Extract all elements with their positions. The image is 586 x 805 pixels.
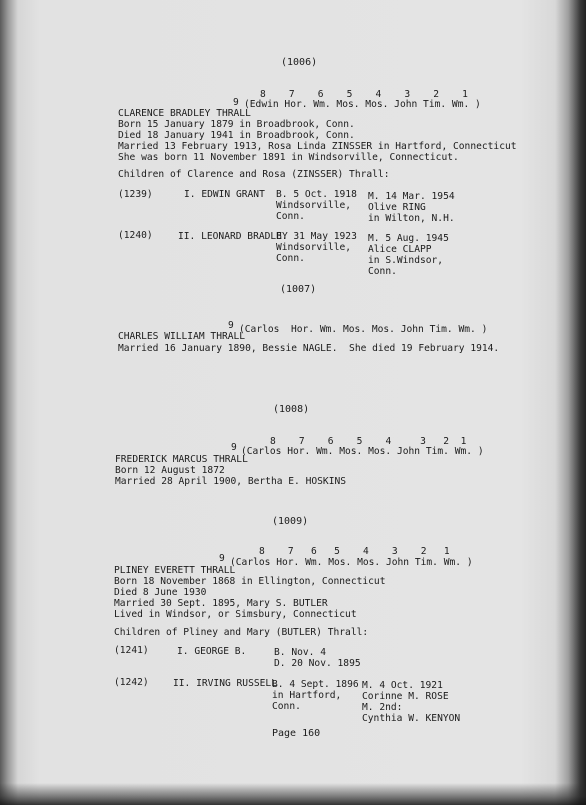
generation-superscript: 9 — [219, 553, 225, 564]
child-name: I. EDWIN GRANT — [184, 189, 265, 200]
biography-line: Married 16 January 1890, Bessie NAGLE. She died 19 February 1914. — [118, 343, 500, 354]
page-top-number: (1006) — [281, 57, 318, 68]
biography-line: She was born 11 November 1891 in Windsorville, Connecticut. — [118, 152, 459, 163]
child-marriage: M. 4 Oct. 1921 — [362, 680, 443, 691]
child-id: (1242) — [114, 677, 149, 688]
child-name: II. LEONARD BRADLEY — [178, 231, 288, 242]
generation-numbers: 8 7 6 5 4 3 2 1 — [270, 436, 467, 447]
biography-line: Born 12 August 1872 — [115, 465, 225, 476]
person-name: CHARLES WILLIAM THRALL — [118, 331, 246, 342]
person-name: PLINEY EVERETT THRALL — [114, 565, 236, 576]
biography-line: Died 18 January 1941 in Broadbrook, Conn. — [118, 130, 355, 141]
section-number: (1008) — [273, 404, 310, 415]
child-marriage: in Wilton, N.H. — [368, 213, 455, 224]
child-birth: B. 4 Sept. 1896 — [272, 679, 359, 690]
biography-line: Born 18 November 1868 in Ellington, Connecticut — [114, 576, 386, 587]
children-heading: Children of Pliney and Mary (BUTLER) Thrall: — [114, 627, 369, 638]
lineage-line: (Carlos Hor. Wm. Mos. Mos. John Tim. Wm. ) — [239, 324, 488, 335]
child-birth: Conn. — [276, 211, 305, 222]
child-birth: D. 20 Nov. 1895 — [274, 658, 361, 669]
section-number: (1009) — [272, 516, 309, 527]
child-birth: Conn. — [272, 701, 301, 712]
child-birth: B. 5 Oct. 1918 — [276, 189, 357, 200]
biography-line: Born 15 January 1879 in Broadbrook, Conn. — [118, 119, 355, 130]
child-marriage: M. 2nd: — [362, 702, 403, 713]
children-heading: Children of Clarence and Rosa (ZINSSER) Thrall: — [118, 169, 390, 180]
lineage-line: (Edwin Hor. Wm. Mos. Mos. John Tim. Wm. ) — [244, 99, 481, 110]
child-marriage: Alice CLAPP — [368, 244, 432, 255]
biography-line: Died 8 June 1930 — [114, 587, 207, 598]
child-marriage: M. 5 Aug. 1945 — [368, 233, 449, 244]
child-id: (1240) — [118, 230, 153, 241]
child-birth: Windsorville, — [276, 200, 352, 211]
child-marriage: Olive RING — [368, 202, 426, 213]
child-name: I. GEORGE B. — [177, 646, 247, 657]
child-birth: B. Nov. 4 — [274, 647, 326, 658]
child-id: (1241) — [114, 645, 149, 656]
lineage-line: (Carlos Hor. Wm. Mos. Mos. John Tim. Wm. ) — [241, 446, 484, 457]
child-birth: Windsorville, — [276, 242, 352, 253]
child-birth: B. 31 May 1923 — [276, 231, 357, 242]
generation-superscript: 9 — [228, 320, 234, 331]
child-birth: Conn. — [276, 253, 305, 264]
generation-numbers: 8 7 6 5 4 3 2 1 — [259, 546, 450, 557]
child-marriage: Conn. — [368, 266, 397, 277]
biography-line: Married 13 February 1913, Rosa Linda ZINSSER in Hartford, Connecticut — [118, 141, 517, 152]
biography-line: Married 30 Sept. 1895, Mary S. BUTLER — [114, 598, 328, 609]
generation-superscript: 9 — [231, 442, 237, 453]
section-number: (1007) — [280, 284, 317, 295]
child-marriage: Cynthia W. KENYON — [362, 713, 461, 724]
person-name: CLARENCE BRADLEY THRALL — [118, 108, 251, 119]
lineage-line: (Carlos Hor. Wm. Mos. Mos. John Tim. Wm. ) — [230, 557, 473, 568]
person-name: FREDERICK MARCUS THRALL — [115, 454, 248, 465]
child-marriage: Corinne M. ROSE — [362, 691, 449, 702]
generation-numbers: 8 7 6 5 4 3 2 1 — [260, 89, 468, 100]
biography-line: Lived in Windsor, or Simsbury, Connecticut — [114, 609, 357, 620]
child-birth: in Hartford, — [272, 690, 342, 701]
child-name: II. IRVING RUSSELL — [173, 678, 277, 689]
biography-line: Married 28 April 1900, Bertha E. HOSKINS — [115, 476, 347, 487]
child-id: (1239) — [118, 189, 153, 200]
child-marriage: M. 14 Mar. 1954 — [368, 191, 455, 202]
page-footer: Page 160 — [272, 728, 321, 739]
child-marriage: in S.Windsor, — [368, 255, 444, 266]
generation-superscript: 9 — [233, 97, 239, 108]
